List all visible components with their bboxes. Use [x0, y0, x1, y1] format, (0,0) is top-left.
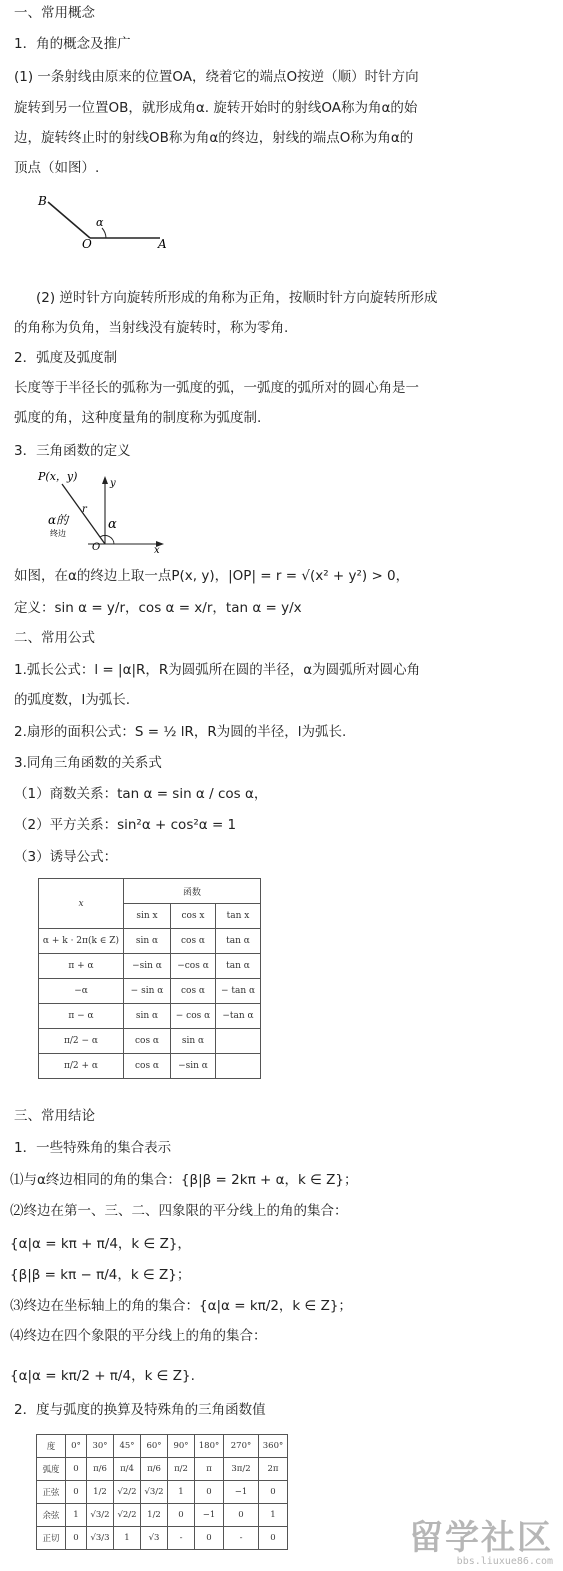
paragraph: ⑶终边在坐标轴上的角的集合：{α|α = kπ/2，k ∈ Z}；	[10, 1298, 352, 1314]
header-sin: sin x	[124, 904, 171, 929]
watermark	[409, 1520, 553, 1567]
table-cell: cos α	[124, 1054, 171, 1079]
table-cell: − sin α	[124, 979, 171, 1004]
header-function: 函数	[124, 879, 261, 904]
table-cell: 正切	[37, 1527, 66, 1550]
table-cell: 1/2	[87, 1481, 114, 1504]
table-cell: 余弦	[37, 1504, 66, 1527]
paragraph: 旋转到另一位置OB，就形成角α. 旋转开始时的射线OA称为角α的始	[14, 100, 418, 116]
paragraph: ⑵终边在第一、三、二、四象限的平分线上的角的集合：	[10, 1203, 348, 1219]
table-cell: 60°	[141, 1435, 168, 1458]
table-cell: − tan α	[216, 979, 261, 1004]
table-row	[39, 929, 261, 954]
table-cell: 0	[168, 1504, 195, 1527]
table-row	[39, 1029, 261, 1054]
table-cell: 0°	[66, 1435, 87, 1458]
paragraph: 定义：sin α = y/r，cos α = x/r，tan α = y/x	[14, 600, 302, 616]
table-cell: 0	[224, 1504, 259, 1527]
formula: {α|α = kπ/2 + π/4，k ∈ Z}.	[10, 1368, 195, 1384]
table-cell: π/4	[114, 1458, 141, 1481]
table-cell: sin α	[124, 1004, 171, 1029]
section-heading: 一、常用概念	[14, 5, 95, 21]
table-cell: − cos α	[171, 1004, 216, 1029]
paragraph: （2）平方关系：sin²α + cos²α = 1	[14, 817, 237, 833]
table-cell: cos α	[124, 1029, 171, 1054]
table-cell	[216, 1029, 261, 1054]
paragraph: (2) 逆时针方向旋转所形成的角称为正角，按顺时针方向旋转所形成	[36, 290, 438, 306]
label-O: O	[82, 237, 92, 251]
table-cell: 1	[66, 1504, 87, 1527]
table-cell: 弧度	[37, 1458, 66, 1481]
table-cell: π/2	[168, 1458, 195, 1481]
table-cell: 正弦	[37, 1481, 66, 1504]
table-cell: √3/2	[87, 1504, 114, 1527]
subsection-heading: 1．角的概念及推广	[14, 36, 131, 52]
header-tan: tan x	[216, 904, 261, 929]
paragraph: （1）商数关系：tan α = sin α / cos α，	[14, 786, 268, 802]
table-cell: 0	[195, 1527, 224, 1550]
table-row	[39, 954, 261, 979]
table-cell: π/2 + α	[39, 1054, 124, 1079]
table-cell: -	[224, 1527, 259, 1550]
table-row	[39, 1004, 261, 1029]
table-cell: 1	[259, 1504, 288, 1527]
paragraph: 顶点（如图）.	[14, 160, 100, 176]
table-cell: 30°	[87, 1435, 114, 1458]
paragraph: ⑷终边在四个象限的平分线上的角的集合：	[10, 1328, 267, 1344]
paragraph: 边，旋转终止时的射线OB称为角α的终边，射线的端点O称为角α的	[14, 130, 414, 146]
table-cell: π	[195, 1458, 224, 1481]
induction-formula-table	[38, 878, 261, 1079]
table-row	[37, 1504, 288, 1527]
special-angle-table	[36, 1434, 288, 1550]
label-x: x	[154, 545, 160, 556]
table-cell: √2/2	[114, 1504, 141, 1527]
table-cell: π − α	[39, 1004, 124, 1029]
label-terminal-side: 终边	[50, 529, 66, 538]
paragraph: 1.弧长公式：l = |α|R，R为圆弧所在圆的半径，α为圆弧所对圆心角	[14, 662, 421, 678]
table-cell: −1	[195, 1504, 224, 1527]
table-cell: α + k · 2π(k ∈ Z)	[39, 929, 124, 954]
paragraph: 弧度的角，这种度量角的制度称为弧度制.	[14, 410, 262, 426]
table-row	[37, 1481, 288, 1504]
table-cell: 0	[195, 1481, 224, 1504]
table-cell: 0	[259, 1527, 288, 1550]
table-row	[37, 1435, 288, 1458]
label-P: P(x，y)	[38, 470, 78, 483]
subsection-heading: 1．一些特殊角的集合表示	[14, 1140, 172, 1156]
table-cell: 45°	[114, 1435, 141, 1458]
label-A: A	[158, 237, 167, 251]
table-row	[39, 979, 261, 1004]
subsection-heading: 2．弧度及弧度制	[14, 350, 118, 366]
paragraph: ⑴与α终边相同的角的集合：{β|β = 2kπ + α，k ∈ Z}；	[10, 1172, 358, 1188]
section-heading: 三、常用结论	[14, 1108, 95, 1124]
paragraph: 的角称为负角，当射线没有旋转时，称为零角.	[14, 320, 289, 336]
table-cell: 2π	[259, 1458, 288, 1481]
table-cell: 0	[66, 1527, 87, 1550]
table-cell: 0	[259, 1481, 288, 1504]
formula: {β|β = kπ − π/4，k ∈ Z}；	[10, 1267, 191, 1283]
label-alpha: α	[108, 517, 117, 532]
label-alpha: α	[96, 216, 104, 229]
table-cell: −tan α	[216, 1004, 261, 1029]
table-cell: tan α	[216, 929, 261, 954]
trig-definition-figure	[30, 466, 180, 556]
paragraph: （3）诱导公式：	[14, 849, 118, 865]
table-row	[37, 1458, 288, 1481]
table-cell: 1/2	[141, 1504, 168, 1527]
label-r: r	[82, 504, 87, 515]
table-cell: 0	[66, 1458, 87, 1481]
table-cell: 0	[66, 1481, 87, 1504]
paragraph: 3.同角三角函数的关系式	[14, 755, 162, 771]
table-cell: −1	[224, 1481, 259, 1504]
table-cell: 1	[114, 1527, 141, 1550]
table-cell: π/6	[87, 1458, 114, 1481]
table-cell: -	[168, 1527, 195, 1550]
table-cell: tan α	[216, 954, 261, 979]
table-cell: cos α	[171, 929, 216, 954]
label-origin: O	[92, 542, 101, 553]
table-row	[39, 1054, 261, 1079]
table-row	[37, 1527, 288, 1550]
table-cell: π + α	[39, 954, 124, 979]
table-cell: √3	[141, 1527, 168, 1550]
table-cell: 90°	[168, 1435, 195, 1458]
label-y: y	[110, 478, 116, 489]
paragraph: 2.扇形的面积公式：S = ½ lR，R为圆的半径，l为弧长.	[14, 724, 347, 740]
table-cell: 1	[168, 1481, 195, 1504]
header-cos: cos x	[171, 904, 216, 929]
table-cell: sin α	[171, 1029, 216, 1054]
table-cell: 360°	[259, 1435, 288, 1458]
subsection-heading: 3．三角函数的定义	[14, 443, 131, 459]
table-cell: π/6	[141, 1458, 168, 1481]
table-cell: cos α	[171, 979, 216, 1004]
watermark-url: bbs.liuxue86.com	[456, 1556, 553, 1567]
table-cell: π/2 − α	[39, 1029, 124, 1054]
table-cell: 180°	[195, 1435, 224, 1458]
table-cell: √3/3	[87, 1527, 114, 1550]
section-heading: 二、常用公式	[14, 630, 95, 646]
subsection-heading: 2．度与弧度的换算及特殊角的三角函数值	[14, 1402, 266, 1418]
table-cell	[216, 1054, 261, 1079]
label-alpha-terminal: α的	[48, 513, 69, 527]
formula: {α|α = kπ + π/4，k ∈ Z}，	[10, 1236, 191, 1252]
table-cell: 270°	[224, 1435, 259, 1458]
table-cell: −cos α	[171, 954, 216, 979]
paragraph: (1) 一条射线由原来的位置OA，绕着它的端点O按逆（顺）时针方向	[14, 69, 419, 85]
table-cell: sin α	[124, 929, 171, 954]
angle-figure	[30, 188, 180, 253]
table-cell: 3π/2	[224, 1458, 259, 1481]
paragraph: 长度等于半径长的弧称为一弧度的弧，一弧度的弧所对的圆心角是一	[14, 380, 419, 396]
table-cell: √2/2	[114, 1481, 141, 1504]
table-cell: −sin α	[171, 1054, 216, 1079]
header-x: x	[39, 879, 124, 929]
watermark-logo: 留学社区	[409, 1518, 553, 1558]
table-cell: −α	[39, 979, 124, 1004]
paragraph: 的弧度数，l为弧长.	[14, 692, 131, 708]
table-cell: −sin α	[124, 954, 171, 979]
paragraph: 如图，在α的终边上取一点P(x, y)，|OP| = r = √(x² + y²) > 0，	[14, 568, 410, 584]
table-cell: √3/2	[141, 1481, 168, 1504]
label-B: B	[38, 194, 47, 208]
table-cell: 度	[37, 1435, 66, 1458]
